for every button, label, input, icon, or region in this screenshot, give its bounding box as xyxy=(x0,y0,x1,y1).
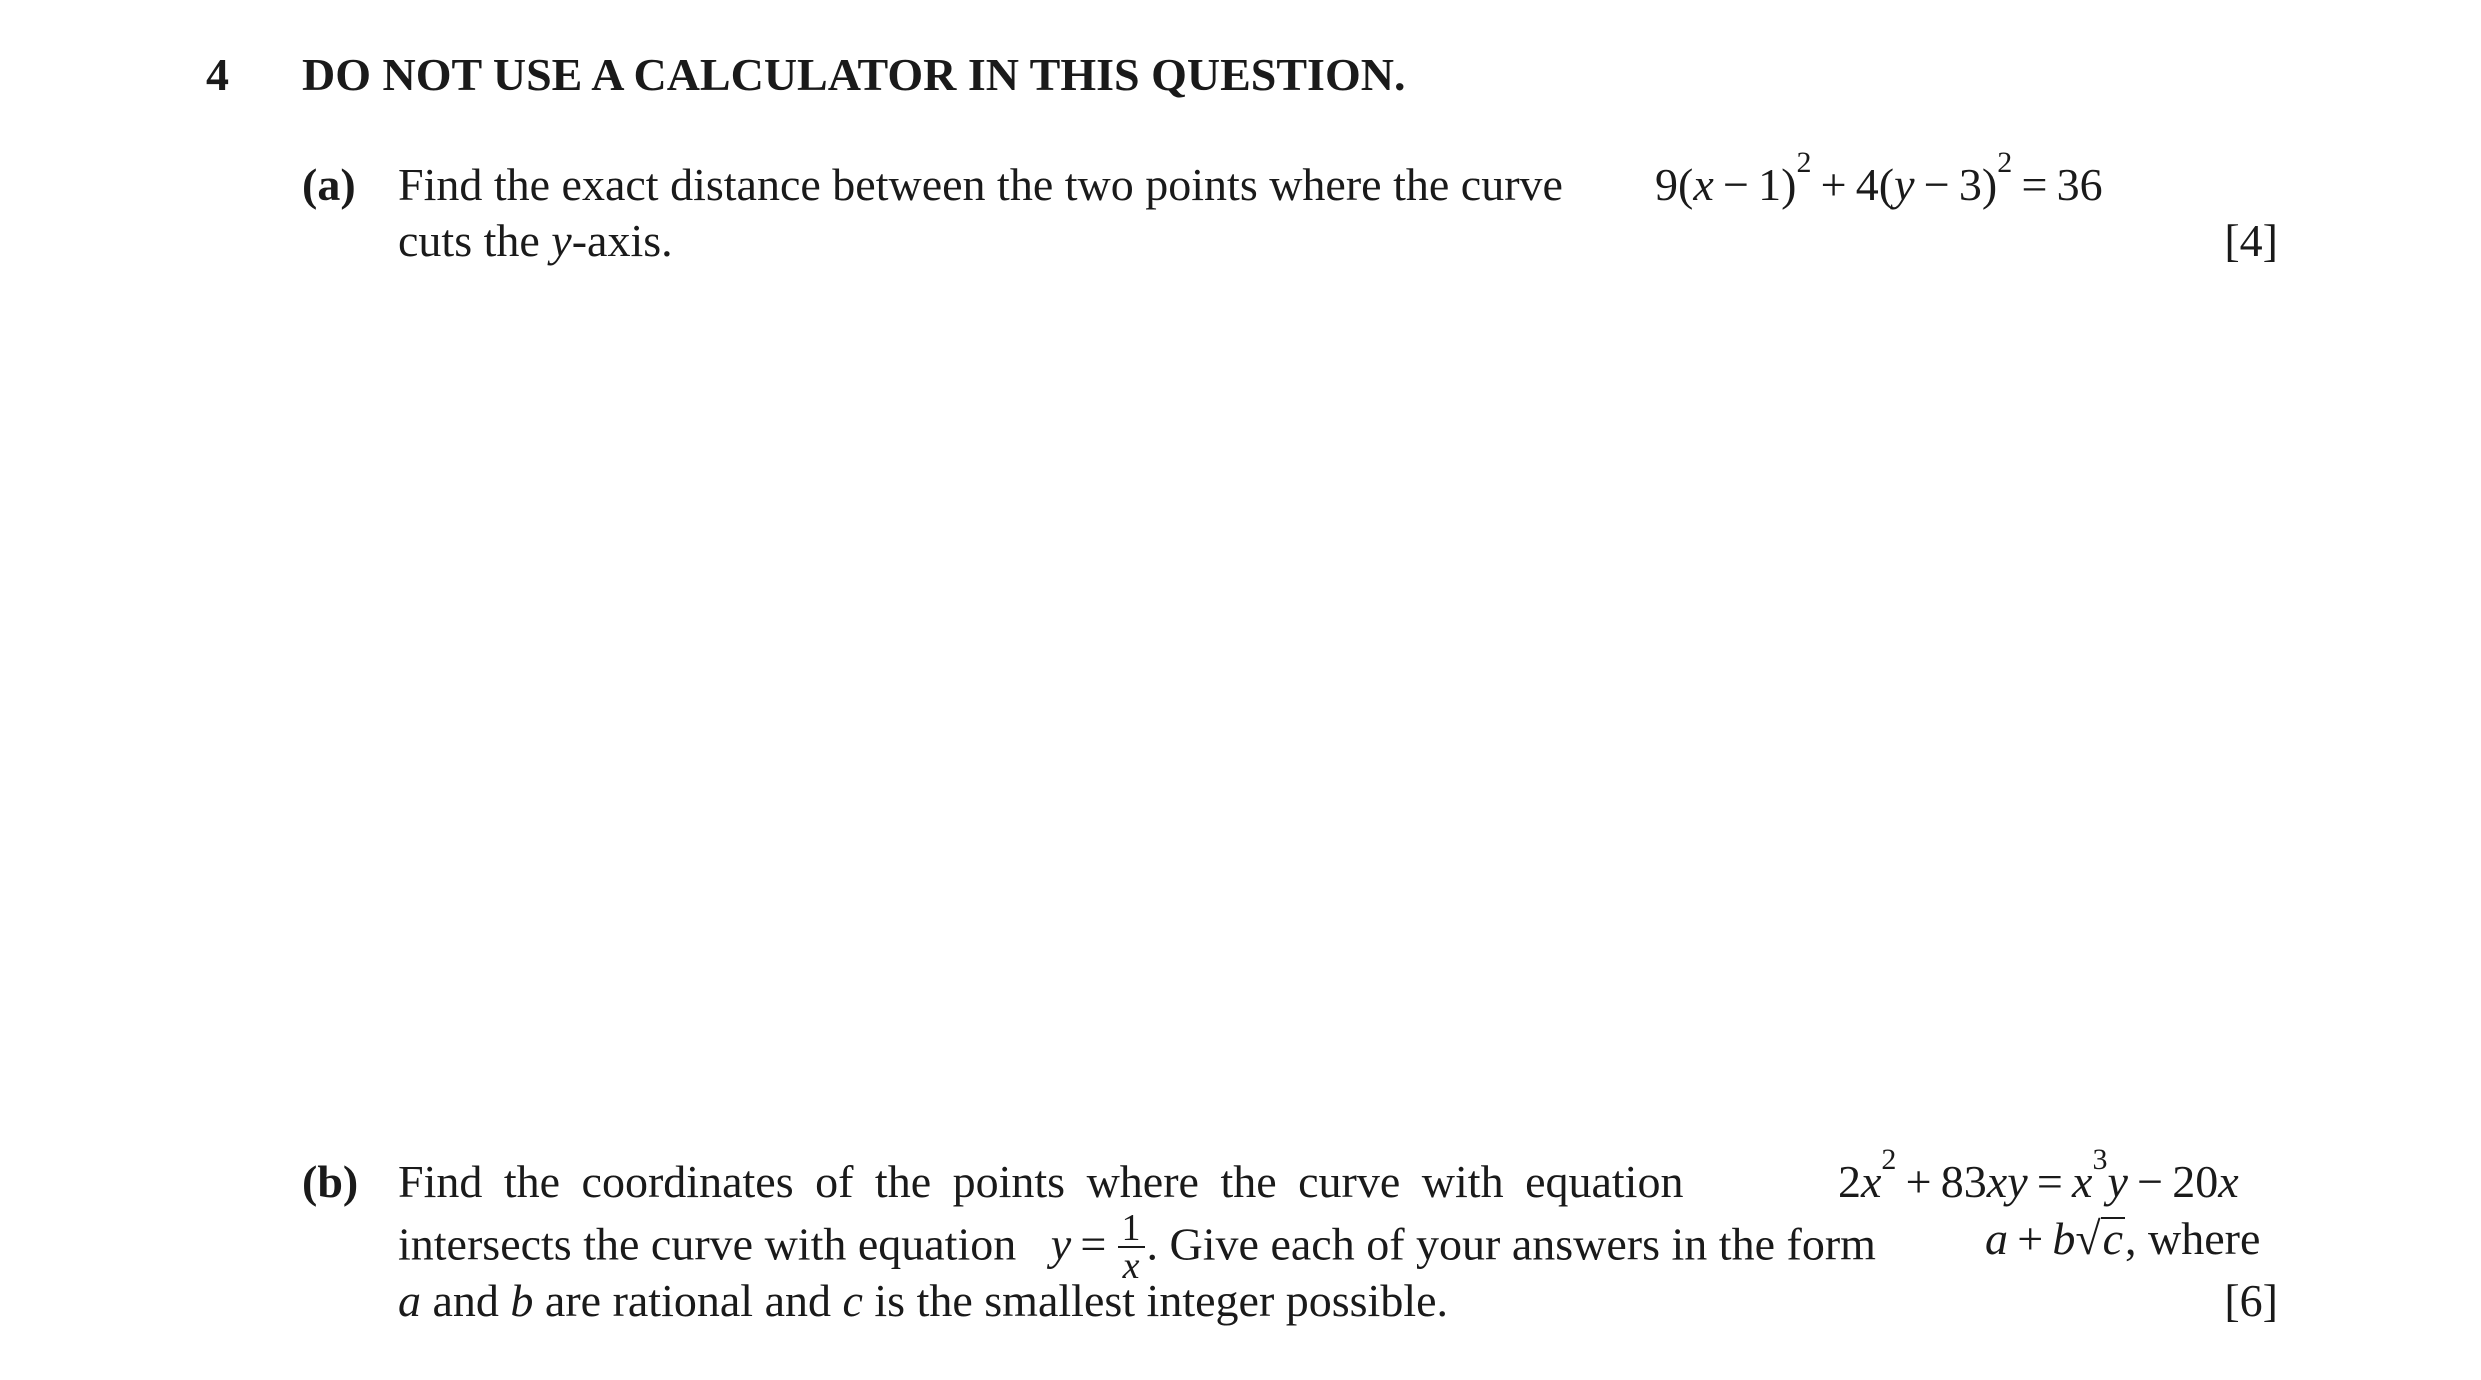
part-b-line2-middle: . Give each of your answers in the form xyxy=(1146,1218,1876,1270)
part-b-line-2: intersects the curve with equation y = $\frac{1}{x}$ . Give each of your answers in the form xyxy=(398,1207,1876,1287)
part-a-line-2 xyxy=(398,214,673,267)
fraction-denominator: x xyxy=(1122,1245,1140,1287)
question-instruction: DO NOT USE A CALCULATOR IN THIS QUESTION. xyxy=(302,49,1406,100)
part-a-marks: [4] xyxy=(2224,215,2278,266)
var-a: a xyxy=(398,1275,421,1326)
part-a-label: (a) xyxy=(302,159,356,210)
part-a-line2-prefix: cuts the xyxy=(398,215,552,266)
var-b: b xyxy=(510,1275,534,1326)
part-b-label: (b) xyxy=(302,1156,359,1207)
part-b-text: Find the coordinates of the points where the curve with equation xyxy=(398,1156,1684,1207)
part-a-text: Find the exact distance between the two points where the curve xyxy=(398,159,1563,210)
part-a-var-y: y xyxy=(551,215,572,266)
part-a-line-1 xyxy=(398,158,1563,211)
question-number: 4 xyxy=(206,49,229,100)
text-smallest-integer: is the smallest integer possible. xyxy=(862,1275,1449,1326)
fraction-one-over-x xyxy=(1118,1207,1145,1287)
part-b-equation: $2x^2 + 83xy = x^3y - 20x$ xyxy=(1838,1143,2239,1207)
part-b-form-expression: a + b√c, where xyxy=(1985,1213,2261,1264)
part-b-marks: [6] xyxy=(2224,1275,2278,1326)
fraction-numerator: 1 xyxy=(1118,1210,1145,1248)
part-b-line-3 xyxy=(398,1274,1448,1327)
sqrt-c: c xyxy=(2102,1213,2124,1264)
part-a-equation: $9(x - 1)^2 + 4(y - 3)^2 = 36$ xyxy=(1655,146,2103,210)
part-b-line2-prefix: intersects the curve with equation xyxy=(398,1218,1017,1270)
part-b-line2-suffix: , where xyxy=(2125,1213,2261,1264)
part-b-line-1 xyxy=(398,1155,1778,1208)
var-c: c xyxy=(842,1275,863,1326)
text-and: and xyxy=(421,1275,511,1326)
part-a-line2-suffix: -axis. xyxy=(571,215,673,266)
text-are-rational: are rational and xyxy=(533,1275,843,1326)
